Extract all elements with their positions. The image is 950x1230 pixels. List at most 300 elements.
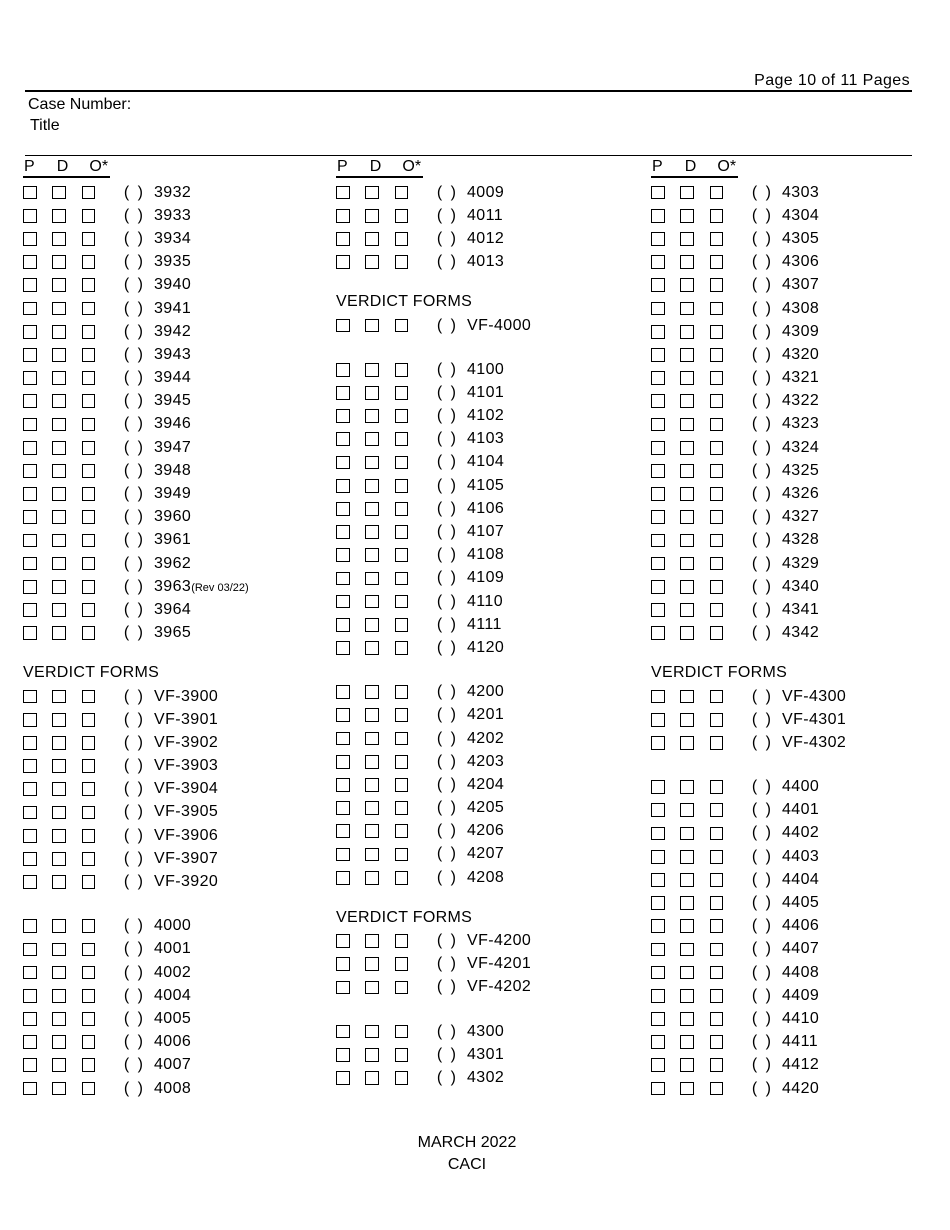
p-checkbox[interactable] bbox=[336, 708, 350, 722]
d-checkbox[interactable] bbox=[365, 595, 379, 609]
o-checkbox[interactable] bbox=[82, 759, 96, 773]
o-checkbox[interactable] bbox=[710, 1058, 724, 1072]
d-checkbox[interactable] bbox=[365, 456, 379, 470]
o-checkbox[interactable] bbox=[395, 232, 409, 246]
p-checkbox[interactable] bbox=[651, 441, 665, 455]
o-checkbox[interactable] bbox=[710, 302, 724, 316]
o-checkbox[interactable] bbox=[710, 626, 724, 640]
d-checkbox[interactable] bbox=[365, 1071, 379, 1085]
p-checkbox[interactable] bbox=[651, 1058, 665, 1072]
d-checkbox[interactable] bbox=[680, 873, 694, 887]
o-checkbox[interactable] bbox=[395, 409, 409, 423]
p-checkbox[interactable] bbox=[23, 690, 37, 704]
d-checkbox[interactable] bbox=[680, 780, 694, 794]
d-checkbox[interactable] bbox=[680, 580, 694, 594]
d-checkbox[interactable] bbox=[52, 441, 66, 455]
d-checkbox[interactable] bbox=[680, 1082, 694, 1096]
d-checkbox[interactable] bbox=[365, 386, 379, 400]
d-checkbox[interactable] bbox=[365, 755, 379, 769]
d-checkbox[interactable] bbox=[365, 934, 379, 948]
p-checkbox[interactable] bbox=[336, 363, 350, 377]
o-checkbox[interactable] bbox=[82, 348, 96, 362]
p-checkbox[interactable] bbox=[336, 755, 350, 769]
o-checkbox[interactable] bbox=[82, 989, 96, 1003]
o-checkbox[interactable] bbox=[710, 1035, 724, 1049]
d-checkbox[interactable] bbox=[365, 957, 379, 971]
d-checkbox[interactable] bbox=[52, 557, 66, 571]
o-checkbox[interactable] bbox=[395, 432, 409, 446]
o-checkbox[interactable] bbox=[395, 848, 409, 862]
d-checkbox[interactable] bbox=[52, 510, 66, 524]
d-checkbox[interactable] bbox=[52, 713, 66, 727]
p-checkbox[interactable] bbox=[336, 1025, 350, 1039]
o-checkbox[interactable] bbox=[395, 755, 409, 769]
o-checkbox[interactable] bbox=[82, 510, 96, 524]
o-checkbox[interactable] bbox=[710, 232, 724, 246]
d-checkbox[interactable] bbox=[365, 981, 379, 995]
d-checkbox[interactable] bbox=[52, 875, 66, 889]
o-checkbox[interactable] bbox=[710, 943, 724, 957]
p-checkbox[interactable] bbox=[23, 1035, 37, 1049]
o-checkbox[interactable] bbox=[395, 386, 409, 400]
p-checkbox[interactable] bbox=[23, 1012, 37, 1026]
d-checkbox[interactable] bbox=[680, 919, 694, 933]
d-checkbox[interactable] bbox=[680, 736, 694, 750]
p-checkbox[interactable] bbox=[336, 641, 350, 655]
d-checkbox[interactable] bbox=[365, 824, 379, 838]
p-checkbox[interactable] bbox=[23, 852, 37, 866]
o-checkbox[interactable] bbox=[82, 186, 96, 200]
d-checkbox[interactable] bbox=[52, 989, 66, 1003]
d-checkbox[interactable] bbox=[680, 943, 694, 957]
o-checkbox[interactable] bbox=[395, 319, 409, 333]
o-checkbox[interactable] bbox=[82, 464, 96, 478]
p-checkbox[interactable] bbox=[336, 848, 350, 862]
p-checkbox[interactable] bbox=[23, 1082, 37, 1096]
p-checkbox[interactable] bbox=[651, 418, 665, 432]
p-checkbox[interactable] bbox=[336, 1048, 350, 1062]
o-checkbox[interactable] bbox=[395, 186, 409, 200]
p-checkbox[interactable] bbox=[651, 690, 665, 704]
o-checkbox[interactable] bbox=[710, 371, 724, 385]
o-checkbox[interactable] bbox=[710, 780, 724, 794]
d-checkbox[interactable] bbox=[365, 186, 379, 200]
d-checkbox[interactable] bbox=[52, 966, 66, 980]
d-checkbox[interactable] bbox=[365, 1048, 379, 1062]
p-checkbox[interactable] bbox=[23, 713, 37, 727]
d-checkbox[interactable] bbox=[680, 464, 694, 478]
p-checkbox[interactable] bbox=[651, 278, 665, 292]
o-checkbox[interactable] bbox=[710, 603, 724, 617]
o-checkbox[interactable] bbox=[710, 736, 724, 750]
p-checkbox[interactable] bbox=[651, 209, 665, 223]
o-checkbox[interactable] bbox=[82, 278, 96, 292]
d-checkbox[interactable] bbox=[680, 1058, 694, 1072]
d-checkbox[interactable] bbox=[680, 302, 694, 316]
p-checkbox[interactable] bbox=[23, 806, 37, 820]
d-checkbox[interactable] bbox=[52, 603, 66, 617]
d-checkbox[interactable] bbox=[52, 255, 66, 269]
d-checkbox[interactable] bbox=[365, 479, 379, 493]
o-checkbox[interactable] bbox=[710, 966, 724, 980]
d-checkbox[interactable] bbox=[52, 278, 66, 292]
p-checkbox[interactable] bbox=[336, 732, 350, 746]
p-checkbox[interactable] bbox=[23, 1058, 37, 1072]
p-checkbox[interactable] bbox=[23, 736, 37, 750]
o-checkbox[interactable] bbox=[82, 919, 96, 933]
p-checkbox[interactable] bbox=[23, 255, 37, 269]
p-checkbox[interactable] bbox=[336, 386, 350, 400]
d-checkbox[interactable] bbox=[680, 989, 694, 1003]
p-checkbox[interactable] bbox=[23, 557, 37, 571]
d-checkbox[interactable] bbox=[680, 348, 694, 362]
d-checkbox[interactable] bbox=[680, 966, 694, 980]
o-checkbox[interactable] bbox=[395, 957, 409, 971]
d-checkbox[interactable] bbox=[52, 209, 66, 223]
d-checkbox[interactable] bbox=[52, 418, 66, 432]
d-checkbox[interactable] bbox=[680, 690, 694, 704]
d-checkbox[interactable] bbox=[680, 441, 694, 455]
p-checkbox[interactable] bbox=[336, 572, 350, 586]
d-checkbox[interactable] bbox=[680, 371, 694, 385]
p-checkbox[interactable] bbox=[336, 409, 350, 423]
p-checkbox[interactable] bbox=[651, 255, 665, 269]
p-checkbox[interactable] bbox=[23, 278, 37, 292]
o-checkbox[interactable] bbox=[710, 919, 724, 933]
p-checkbox[interactable] bbox=[23, 510, 37, 524]
p-checkbox[interactable] bbox=[651, 394, 665, 408]
p-checkbox[interactable] bbox=[23, 209, 37, 223]
d-checkbox[interactable] bbox=[52, 1012, 66, 1026]
d-checkbox[interactable] bbox=[365, 801, 379, 815]
o-checkbox[interactable] bbox=[395, 456, 409, 470]
p-checkbox[interactable] bbox=[651, 1082, 665, 1096]
d-checkbox[interactable] bbox=[52, 186, 66, 200]
p-checkbox[interactable] bbox=[336, 319, 350, 333]
d-checkbox[interactable] bbox=[365, 209, 379, 223]
o-checkbox[interactable] bbox=[710, 989, 724, 1003]
o-checkbox[interactable] bbox=[710, 713, 724, 727]
d-checkbox[interactable] bbox=[680, 713, 694, 727]
d-checkbox[interactable] bbox=[365, 641, 379, 655]
o-checkbox[interactable] bbox=[82, 966, 96, 980]
o-checkbox[interactable] bbox=[395, 871, 409, 885]
p-checkbox[interactable] bbox=[651, 487, 665, 501]
d-checkbox[interactable] bbox=[52, 1035, 66, 1049]
o-checkbox[interactable] bbox=[710, 487, 724, 501]
p-checkbox[interactable] bbox=[651, 966, 665, 980]
d-checkbox[interactable] bbox=[680, 394, 694, 408]
d-checkbox[interactable] bbox=[680, 418, 694, 432]
p-checkbox[interactable] bbox=[336, 618, 350, 632]
o-checkbox[interactable] bbox=[82, 394, 96, 408]
o-checkbox[interactable] bbox=[395, 595, 409, 609]
p-checkbox[interactable] bbox=[651, 803, 665, 817]
d-checkbox[interactable] bbox=[365, 685, 379, 699]
p-checkbox[interactable] bbox=[336, 232, 350, 246]
d-checkbox[interactable] bbox=[52, 943, 66, 957]
d-checkbox[interactable] bbox=[52, 534, 66, 548]
d-checkbox[interactable] bbox=[365, 708, 379, 722]
o-checkbox[interactable] bbox=[710, 418, 724, 432]
o-checkbox[interactable] bbox=[710, 1012, 724, 1026]
o-checkbox[interactable] bbox=[82, 1058, 96, 1072]
d-checkbox[interactable] bbox=[680, 557, 694, 571]
p-checkbox[interactable] bbox=[336, 824, 350, 838]
o-checkbox[interactable] bbox=[395, 801, 409, 815]
p-checkbox[interactable] bbox=[651, 371, 665, 385]
o-checkbox[interactable] bbox=[395, 618, 409, 632]
o-checkbox[interactable] bbox=[710, 255, 724, 269]
p-checkbox[interactable] bbox=[336, 981, 350, 995]
o-checkbox[interactable] bbox=[710, 348, 724, 362]
o-checkbox[interactable] bbox=[82, 325, 96, 339]
o-checkbox[interactable] bbox=[82, 441, 96, 455]
o-checkbox[interactable] bbox=[710, 394, 724, 408]
d-checkbox[interactable] bbox=[52, 806, 66, 820]
d-checkbox[interactable] bbox=[365, 618, 379, 632]
o-checkbox[interactable] bbox=[710, 850, 724, 864]
o-checkbox[interactable] bbox=[395, 1048, 409, 1062]
o-checkbox[interactable] bbox=[710, 827, 724, 841]
p-checkbox[interactable] bbox=[651, 302, 665, 316]
o-checkbox[interactable] bbox=[82, 232, 96, 246]
p-checkbox[interactable] bbox=[23, 875, 37, 889]
o-checkbox[interactable] bbox=[395, 502, 409, 516]
p-checkbox[interactable] bbox=[23, 186, 37, 200]
o-checkbox[interactable] bbox=[82, 626, 96, 640]
d-checkbox[interactable] bbox=[52, 394, 66, 408]
o-checkbox[interactable] bbox=[710, 1082, 724, 1096]
p-checkbox[interactable] bbox=[23, 394, 37, 408]
p-checkbox[interactable] bbox=[651, 557, 665, 571]
d-checkbox[interactable] bbox=[680, 232, 694, 246]
o-checkbox[interactable] bbox=[710, 209, 724, 223]
p-checkbox[interactable] bbox=[336, 525, 350, 539]
d-checkbox[interactable] bbox=[52, 371, 66, 385]
o-checkbox[interactable] bbox=[395, 732, 409, 746]
d-checkbox[interactable] bbox=[365, 319, 379, 333]
o-checkbox[interactable] bbox=[82, 782, 96, 796]
o-checkbox[interactable] bbox=[710, 464, 724, 478]
d-checkbox[interactable] bbox=[680, 487, 694, 501]
o-checkbox[interactable] bbox=[710, 510, 724, 524]
o-checkbox[interactable] bbox=[710, 690, 724, 704]
d-checkbox[interactable] bbox=[52, 580, 66, 594]
d-checkbox[interactable] bbox=[365, 363, 379, 377]
d-checkbox[interactable] bbox=[365, 502, 379, 516]
d-checkbox[interactable] bbox=[365, 548, 379, 562]
d-checkbox[interactable] bbox=[680, 827, 694, 841]
o-checkbox[interactable] bbox=[395, 778, 409, 792]
p-checkbox[interactable] bbox=[651, 896, 665, 910]
d-checkbox[interactable] bbox=[52, 852, 66, 866]
d-checkbox[interactable] bbox=[365, 572, 379, 586]
p-checkbox[interactable] bbox=[336, 209, 350, 223]
p-checkbox[interactable] bbox=[651, 232, 665, 246]
p-checkbox[interactable] bbox=[651, 873, 665, 887]
o-checkbox[interactable] bbox=[82, 209, 96, 223]
o-checkbox[interactable] bbox=[82, 580, 96, 594]
d-checkbox[interactable] bbox=[52, 232, 66, 246]
o-checkbox[interactable] bbox=[710, 873, 724, 887]
p-checkbox[interactable] bbox=[23, 325, 37, 339]
d-checkbox[interactable] bbox=[52, 690, 66, 704]
o-checkbox[interactable] bbox=[710, 325, 724, 339]
p-checkbox[interactable] bbox=[651, 736, 665, 750]
p-checkbox[interactable] bbox=[651, 1012, 665, 1026]
d-checkbox[interactable] bbox=[52, 487, 66, 501]
d-checkbox[interactable] bbox=[365, 778, 379, 792]
d-checkbox[interactable] bbox=[365, 232, 379, 246]
d-checkbox[interactable] bbox=[680, 803, 694, 817]
o-checkbox[interactable] bbox=[395, 685, 409, 699]
d-checkbox[interactable] bbox=[52, 325, 66, 339]
o-checkbox[interactable] bbox=[395, 525, 409, 539]
d-checkbox[interactable] bbox=[680, 510, 694, 524]
d-checkbox[interactable] bbox=[52, 302, 66, 316]
o-checkbox[interactable] bbox=[395, 641, 409, 655]
o-checkbox[interactable] bbox=[82, 806, 96, 820]
o-checkbox[interactable] bbox=[395, 255, 409, 269]
p-checkbox[interactable] bbox=[336, 479, 350, 493]
o-checkbox[interactable] bbox=[710, 580, 724, 594]
o-checkbox[interactable] bbox=[82, 1035, 96, 1049]
o-checkbox[interactable] bbox=[82, 1082, 96, 1096]
o-checkbox[interactable] bbox=[82, 418, 96, 432]
o-checkbox[interactable] bbox=[82, 487, 96, 501]
o-checkbox[interactable] bbox=[395, 479, 409, 493]
d-checkbox[interactable] bbox=[680, 186, 694, 200]
p-checkbox[interactable] bbox=[23, 441, 37, 455]
p-checkbox[interactable] bbox=[651, 348, 665, 362]
d-checkbox[interactable] bbox=[52, 759, 66, 773]
o-checkbox[interactable] bbox=[395, 1071, 409, 1085]
p-checkbox[interactable] bbox=[23, 487, 37, 501]
p-checkbox[interactable] bbox=[336, 502, 350, 516]
p-checkbox[interactable] bbox=[336, 456, 350, 470]
d-checkbox[interactable] bbox=[52, 829, 66, 843]
o-checkbox[interactable] bbox=[395, 363, 409, 377]
o-checkbox[interactable] bbox=[82, 690, 96, 704]
p-checkbox[interactable] bbox=[651, 943, 665, 957]
d-checkbox[interactable] bbox=[680, 1035, 694, 1049]
p-checkbox[interactable] bbox=[336, 871, 350, 885]
p-checkbox[interactable] bbox=[651, 1035, 665, 1049]
p-checkbox[interactable] bbox=[336, 186, 350, 200]
p-checkbox[interactable] bbox=[336, 548, 350, 562]
p-checkbox[interactable] bbox=[23, 943, 37, 957]
o-checkbox[interactable] bbox=[82, 1012, 96, 1026]
o-checkbox[interactable] bbox=[82, 603, 96, 617]
d-checkbox[interactable] bbox=[680, 1012, 694, 1026]
d-checkbox[interactable] bbox=[52, 1082, 66, 1096]
p-checkbox[interactable] bbox=[23, 829, 37, 843]
d-checkbox[interactable] bbox=[365, 732, 379, 746]
d-checkbox[interactable] bbox=[680, 278, 694, 292]
p-checkbox[interactable] bbox=[23, 989, 37, 1003]
o-checkbox[interactable] bbox=[710, 534, 724, 548]
p-checkbox[interactable] bbox=[651, 850, 665, 864]
o-checkbox[interactable] bbox=[82, 302, 96, 316]
o-checkbox[interactable] bbox=[710, 803, 724, 817]
p-checkbox[interactable] bbox=[336, 595, 350, 609]
d-checkbox[interactable] bbox=[52, 919, 66, 933]
d-checkbox[interactable] bbox=[365, 255, 379, 269]
d-checkbox[interactable] bbox=[52, 1058, 66, 1072]
o-checkbox[interactable] bbox=[395, 1025, 409, 1039]
d-checkbox[interactable] bbox=[365, 1025, 379, 1039]
o-checkbox[interactable] bbox=[395, 934, 409, 948]
o-checkbox[interactable] bbox=[82, 943, 96, 957]
p-checkbox[interactable] bbox=[336, 778, 350, 792]
p-checkbox[interactable] bbox=[651, 919, 665, 933]
o-checkbox[interactable] bbox=[395, 708, 409, 722]
p-checkbox[interactable] bbox=[23, 371, 37, 385]
p-checkbox[interactable] bbox=[651, 186, 665, 200]
o-checkbox[interactable] bbox=[82, 829, 96, 843]
p-checkbox[interactable] bbox=[23, 603, 37, 617]
d-checkbox[interactable] bbox=[680, 534, 694, 548]
p-checkbox[interactable] bbox=[336, 685, 350, 699]
d-checkbox[interactable] bbox=[680, 325, 694, 339]
o-checkbox[interactable] bbox=[82, 852, 96, 866]
p-checkbox[interactable] bbox=[336, 1071, 350, 1085]
p-checkbox[interactable] bbox=[23, 919, 37, 933]
d-checkbox[interactable] bbox=[52, 626, 66, 640]
p-checkbox[interactable] bbox=[651, 626, 665, 640]
d-checkbox[interactable] bbox=[52, 348, 66, 362]
d-checkbox[interactable] bbox=[365, 525, 379, 539]
o-checkbox[interactable] bbox=[395, 981, 409, 995]
d-checkbox[interactable] bbox=[680, 603, 694, 617]
p-checkbox[interactable] bbox=[23, 759, 37, 773]
p-checkbox[interactable] bbox=[651, 464, 665, 478]
p-checkbox[interactable] bbox=[23, 782, 37, 796]
p-checkbox[interactable] bbox=[651, 780, 665, 794]
o-checkbox[interactable] bbox=[710, 896, 724, 910]
d-checkbox[interactable] bbox=[365, 432, 379, 446]
p-checkbox[interactable] bbox=[336, 255, 350, 269]
p-checkbox[interactable] bbox=[336, 934, 350, 948]
o-checkbox[interactable] bbox=[395, 548, 409, 562]
p-checkbox[interactable] bbox=[336, 801, 350, 815]
p-checkbox[interactable] bbox=[651, 713, 665, 727]
d-checkbox[interactable] bbox=[52, 736, 66, 750]
o-checkbox[interactable] bbox=[710, 441, 724, 455]
d-checkbox[interactable] bbox=[680, 209, 694, 223]
d-checkbox[interactable] bbox=[365, 848, 379, 862]
o-checkbox[interactable] bbox=[82, 371, 96, 385]
o-checkbox[interactable] bbox=[82, 736, 96, 750]
o-checkbox[interactable] bbox=[710, 557, 724, 571]
o-checkbox[interactable] bbox=[82, 713, 96, 727]
o-checkbox[interactable] bbox=[710, 186, 724, 200]
p-checkbox[interactable] bbox=[23, 580, 37, 594]
d-checkbox[interactable] bbox=[365, 871, 379, 885]
o-checkbox[interactable] bbox=[82, 255, 96, 269]
d-checkbox[interactable] bbox=[680, 896, 694, 910]
d-checkbox[interactable] bbox=[52, 782, 66, 796]
p-checkbox[interactable] bbox=[651, 989, 665, 1003]
d-checkbox[interactable] bbox=[680, 626, 694, 640]
p-checkbox[interactable] bbox=[23, 534, 37, 548]
p-checkbox[interactable] bbox=[23, 348, 37, 362]
d-checkbox[interactable] bbox=[52, 464, 66, 478]
p-checkbox[interactable] bbox=[651, 827, 665, 841]
p-checkbox[interactable] bbox=[23, 966, 37, 980]
o-checkbox[interactable] bbox=[82, 534, 96, 548]
